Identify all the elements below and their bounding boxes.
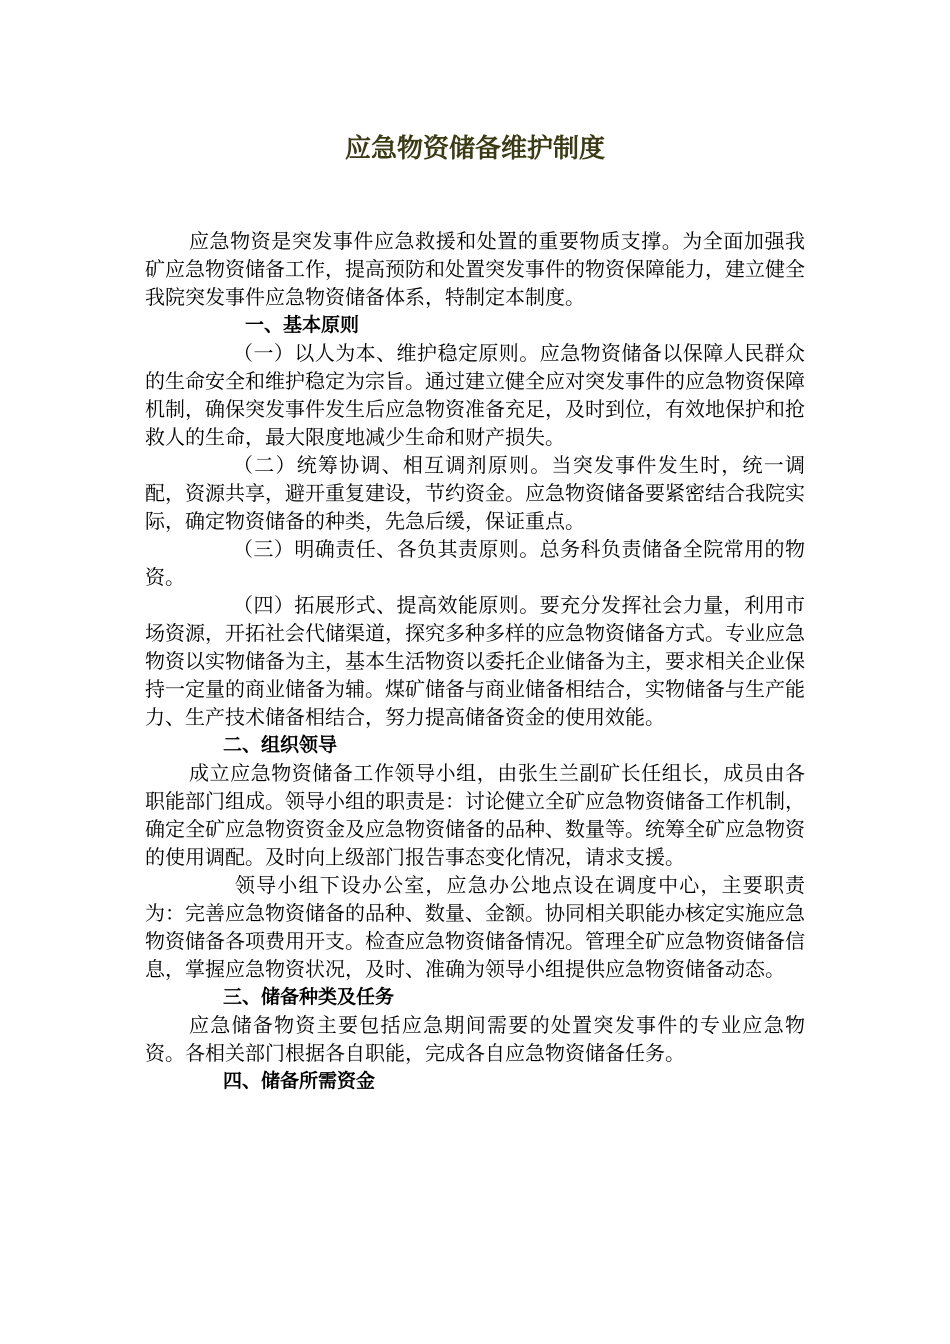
principle-paragraph-3: （三）明确责任、各负其责原则。总务科负责储备全院常用的物资。 [145,537,805,589]
section-heading-funding: 四、储备所需资金 [223,1070,376,1092]
document-body [145,227,805,1095]
organization-paragraph-1: 成立应急物资储备工作领导小组，由张生兰副矿长任组长，成员由各职能部门组成。领导小组的职责是：讨论健立全矿应急物资储备工作机制，确定全矿应急物资资金及应急物资储备的品种、数量等。统筹全矿应急物资的使用调配。及时向上级部门报告事态变化情况，请求支援。 [145,761,805,869]
section-heading-organization: 二、组织领导 [223,734,338,756]
section-heading-principles: 一、基本原则 [245,314,360,336]
reserve-types-paragraph: 应急储备物资主要包括应急期间需要的处置突发事件的专业应急物资。各相关部门根据各自职能，完成各自应急物资储备任务。 [145,1013,805,1065]
principle-paragraph-1: （一）以人为本、维护稳定原则。应急物资储备以保障人民群众的生命安全和维护稳定为宗旨。通过建立健全应对突发事件的应急物资保障机制，确保突发事件发生后应急物资准备充足，及时到位，有效地保护和抢救人的生命，最大限度地减少生命和财产损失。 [145,341,805,449]
principle-paragraph-4: （四）拓展形式、提高效能原则。要充分发挥社会力量，利用市场资源，开拓社会代储渠道，探究多种多样的应急物资储备方式。专业应急物资以实物储备为主，基本生活物资以委托企业储备为主，要求相关企业保持一定量的商业储备为辅。煤矿储备与商业储备相结合，实物储备与生产能力、生产技术储备相结合，努力提高储备资金的使用效能。 [145,593,805,729]
principle-paragraph-2: （二）统筹协调、相互调剂原则。当突发事件发生时，统一调配，资源共享，避开重复建设，节约资金。应急物资储备要紧密结合我院实际，确定物资储备的种类，先急后缓，保证重点。 [145,453,805,533]
section-heading-reserve-types: 三、储备种类及任务 [223,986,395,1008]
organization-paragraph-2: 领导小组下设办公室，应急办公地点设在调度中心，主要职责为：完善应急物资储备的品种、数量、金额。协同相关职能办核定实施应急物资储备各项费用开支。检查应急物资储备情况。管理全矿应急物资储备信息，掌握应急物资状况，及时、准确为领导小组提供应急物资储备动态。 [145,873,805,981]
document-title: 应急物资储备维护制度 [344,134,605,164]
intro-paragraph: 应急物资是突发事件应急救援和处置的重要物质支撑。为全面加强我矿应急物资储备工作，提高预防和处置突发事件的物资保障能力，建立健全我院突发事件应急物资储备体系，特制定本制度。 [145,229,805,309]
